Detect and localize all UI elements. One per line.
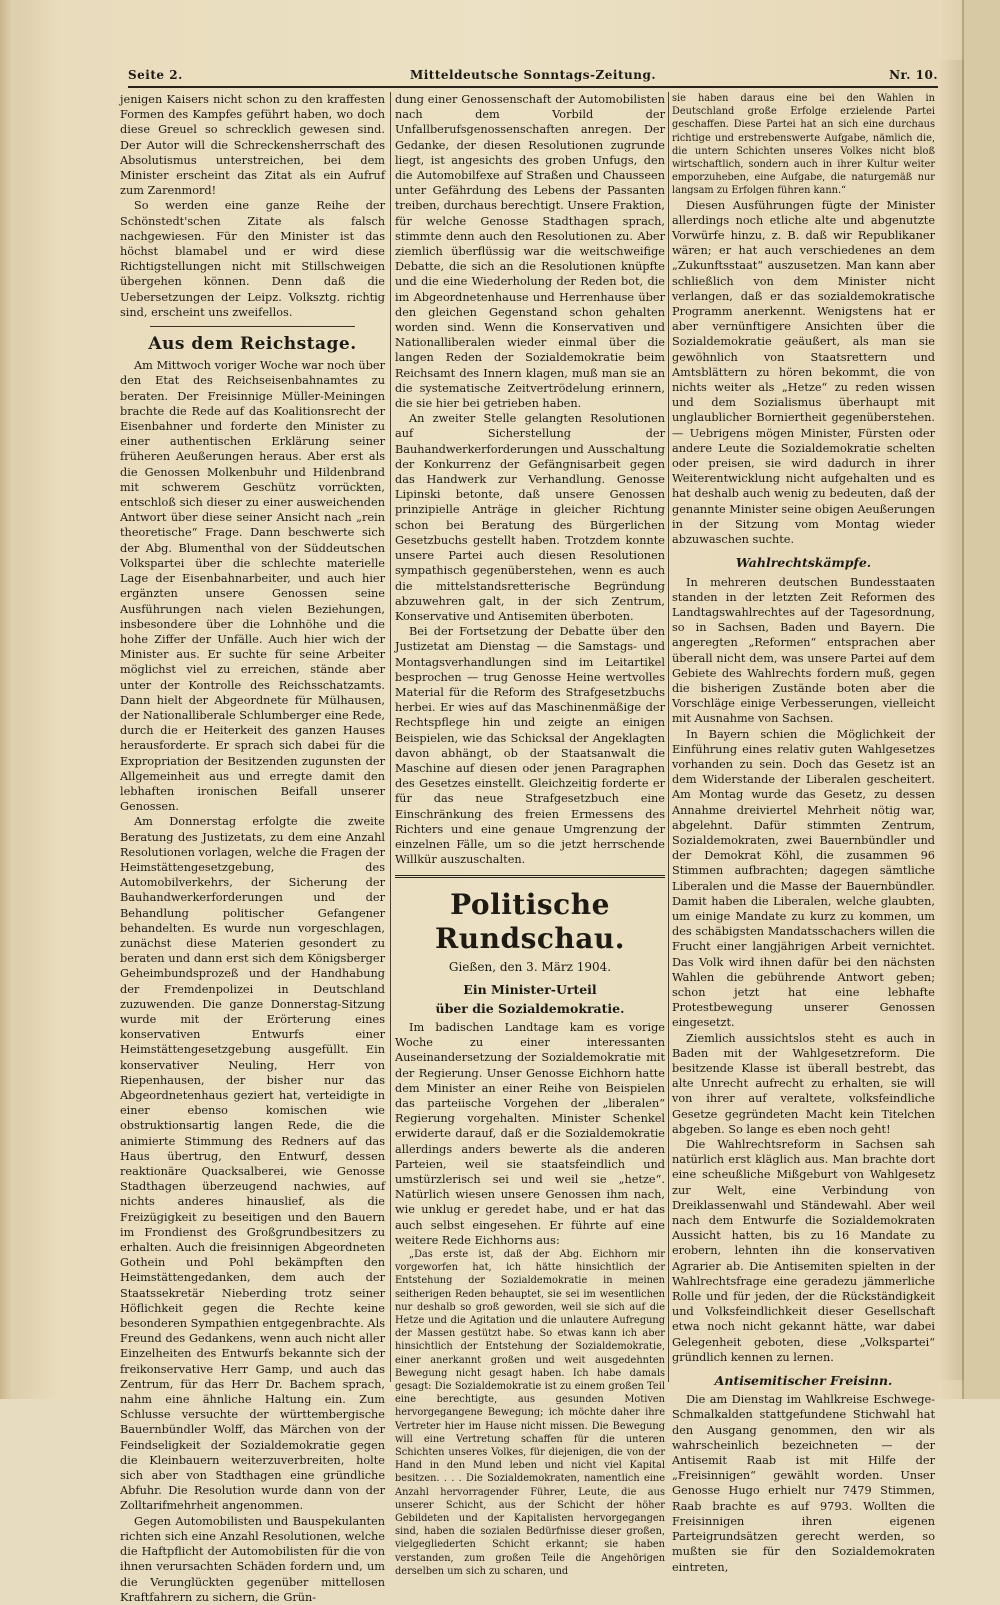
paragraph: Im badischen Landtage kam es vorige Woche zu einer interessanten Auseinandersetzung der Sozialdemokratie mit der Regierung. Unser Genosse Eichhorn hatte dem Minister an einer Reihe von Beispielen das parteiische Vorgehen der „liberalen“ Regierung vorgehalten. Minister Schenkel erwiderte darauf, daß er die Sozialdemokratie allerdings anders bewerte als die anderen Parteien, weil sie staatsfeindlich und umstürzlerisch sei und weil sie „hetze“. Natürlich wiesen unsere Genossen ihm nach, wie unklug er geredet habe, und er hat das auch selbst eingesehen. Er führte auf eine weitere Rede Eichhorns aus: (395, 1020, 665, 1247)
dateline: Gießen, den 3. März 1904. (448, 960, 612, 975)
column-2 (395, 92, 665, 1577)
paragraph: Die am Dienstag im Wahlkreise Eschwege-Schmalkalden stattgefundene Stichwahl hat den Ausgang genommen, den wir als wahrscheinlich bezeichneten — der Antisemit Raab ist mit Hilfe der „Freisinnigen“ gewählt worden. Unser Genosse Hugo erhielt nur 7479 Stimmen, Raab brachte es auf 9793. Wollten die Freisinnigen ihren eigenen Parteigrundsätzen gerecht werden, so mußten sie für den Sozialdemokraten eintreten, (672, 1393, 935, 1574)
column-rule-2 (668, 92, 669, 1382)
page-shadow (938, 60, 964, 1380)
article-title: Ein Minister-Urteil (463, 981, 597, 997)
paragraph: In Bayern schien die Möglichkeit der Einführung eines relativ guten Wahlgesetzes vorhanden zu sein. Doch das Gesetz ist an dem Widerstande der Liberalen gescheitert. Am Montag wurde das Gesetz, zu dessen Annahme dreiviertel Mehrheit nötig war, abgelehnt. Dafür stimmten Zentrum, Sozialdemokraten, zwei Bauernbündler und der Demokrat Köhl, die zusammen 96 Stimmen aufbrachten; dagegen sämtliche Liberalen und die Masse der Bauernbündler. Damit haben die Liberalen, welche glaubten, um einige Mandate zu kurz zu kommen, um des schäbigsten Mandatsschachers willen die Frucht einer langjährigen Arbeit vernichtet. Das Volk wird ihnen dafür bei den nächsten Wahlen die gebührende Antwort geben; schon jetzt hat eine lebhafte Protestbewegung unserer Genossen eingesetzt. (672, 727, 935, 1030)
paragraph: Am Donnerstag erfolgte die zweite Beratung des Justizetats, zu dem eine Anzahl Resolutionen vorlagen, welche die Fragen der Heimstättengesetzgebung, des Automobilverkehrs, der Sicherung der Bauhandwerkerforderungen und der Behandlung politischer Gefangener behandelten. Es wurde nun vorgeschlagen, zunächst diese Materien gesondert zu beraten und dann erst sich dem Königsberger Geheimbundsprozeß und der Handhabung der Fremdenpolizei in Deutschland zuzuwenden. Die ganze Donnerstag-Sitzung wurde mit der Erörterung eines konservativen Entwurfs einer Heimstättengesetzgebung ausgefüllt. Ein konservativer Neuling, Herr von Riepenhausen, der bisher nur das Abgeordnetenhaus geziert hat, verteidigte in einer ebenso komischen wie obstruktionsartig langen Rede, die die animierte Stimmung des Redners auf das Haus übertrug, den Entwurf, dessen reaktionäre Quacksalberei, wie Genosse Stadthagen überzeugend nachwies, auf nichts anderes hinauslief, als die Freizügigkeit zu beseitigen und den Bauern im Frondienst des Großgrundbesitzers zu erhalten. Auch die freisinnigen Abgeordneten Gothein und Pohl bekämpften den Heimstättengedanken, dem auch der Staatssekretär Nieberding trotz seiner Höflichkeit gegen die Rechte keine besonderen Sympathien entgegenbrachte. Als Freund des Gedankens, wenn auch nicht aller Einzelheiten des Entwurfs bekannte sich der freikonservative Herr Gamp, und auch das Zentrum, für das Herr Dr. Bachem sprach, nahm eine ähnliche Haltung ein. Zum Schlusse versuchte der württembergische Bauernbündler Wolff, das Märchen von der Feindseligkeit der Sozialdemokratie gegen die Kleinbauern weiterzuverbreiten, holte sich aber von Stadthagen eine gründliche Abfuhr. Die Resolution wurde dann von der Zolltarifmehrheit angenommen. (120, 815, 385, 1513)
paragraph: Gegen Automobilisten und Bauspekulanten richten sich eine Anzahl Resolutionen, welche die Haftpflicht der Automobilisten für die von ihnen verursachten Schäden fordern und, um die Verunglückten gegenüber mittellosen Kraftfahrern zu sichern, die Grün- (120, 1514, 385, 1604)
page-left-edge (0, 0, 14, 1399)
quotation-continuation: sie haben daraus eine bei den Wahlen in Deutschland große Erfolge erzielende Partei geschaffen. Diese Partei hat an sich eine durchaus richtige und erstrebenswerte Aufgabe, nämlich die, die untern Schichten unseres Volkes nicht bloß wirtschaftlich, sondern auch in ihrer Kultur weiter emporzuheben, eine Aufgabe, die naturgemäß nur langsam zu Erfolgen führen kann.“ (672, 93, 935, 197)
section-heading-reichstag: Aus dem Reichstage. (148, 334, 357, 355)
paragraph: So werden eine ganze Reihe der Schönstedt'schen Zitate als falsch nachgewiesen. Für den Minister ist das höchst blamabel und er wird diese Richtigstellungen nicht mit Stillschweigen übergehen können. Denn daß die Uebersetzungen der Leipz. Volksztg. richtig sind, erscheint uns zweifellos. (120, 199, 385, 319)
next-page-edge (962, 0, 1000, 1399)
separator (150, 326, 355, 327)
paragraph: An zweiter Stelle gelangten Resolutionen auf Sicherstellung der Bauhandwerkerforderungen und Ausschaltung der Konkurrenz der Gefängnisarbeit gegen das Handwerk zur Verhandlung. Genosse Lipinski betonte, daß unsere Genossen prinzipielle Anträge in gleicher Richtung schon bei Beratung des Bürgerlichen Gesetzbuchs gestellt haben. Trotzdem konnte unsere Partei auch diesen Resolutionen sympathisch gegenüberstehen, wenn es auch die mittelstandsretterische Begründung abzuwehren galt, in der sich Zentrum, Konservative und Antisemiten überboten. (395, 412, 665, 623)
page-number: Seite 2. (128, 68, 183, 82)
paragraph: Die Wahlrechtsreform in Sachsen sah natürlich erst kläglich aus. Man brachte dort eine scheußliche Mißgeburt von Wahlgesetz zur Welt, eine Verbindung von Dreiklassenwahl und Ständewahl. Aber weil nach dem Entwurfe die Sozialdemokraten Aussicht hatten, bis zu 16 Mandate zu erobern, lehnten ihn die konservativen Agrarier ab. Die Antisemiten spielten in der Wahlrechtsfrage eine geradezu jämmerliche Rolle und für jeden, der die Rückständigkeit und Volksfeindlichkeit dieser Gesellschaft etwa noch nicht gekannt hätte, war dabei Gelegenheit geboten, diese „Volkspartei“ gründlich kennen zu lernen. (672, 1138, 935, 1364)
paragraph: In mehreren deutschen Bundesstaaten standen in der letzten Zeit Reformen des Landtagswahlrechtes auf der Tagesordnung, so in Sachsen, Baden und Bayern. Die angeregten „Reformen“ entsprachen aber überall nicht dem, was unsere Partei auf dem Gebiete des Wahlrechts fordern muß, gegen die bisherigen Zustände boten aber die Vorschläge einige Verbesserungen, vielleicht mit Ausnahme von Sachsen. (672, 575, 935, 726)
paragraph: Bei der Fortsetzung der Debatte über den Justizetat am Dienstag — die Samstags- und Montagsverhandlungen sind im Leitartikel besprochen — trug Genosse Heine wertvolles Material für die Reform des Strafgesetzbuchs herbei. Er wies auf das Maschinenmäßige der Rechtspflege hin und zeigte an einigen Beispielen, wie das Schicksal der Angeklagten davon abhängt, ob der Staatsanwalt die Maschine auf diesen oder jenen Paragraphen des Gesetzes einstellt. Gleichzeitig forderte er für das neue Strafgesetzbuch eine Einschränkung des freien Ermessens des Richters und eine genaue Umgrenzung der einzelnen Fälle, um so die jetzt herrschende Willkür auszuschalten. (395, 625, 665, 867)
issue-number: Nr. 10. (889, 68, 938, 82)
paragraph: dung einer Genossenschaft der Automobilisten nach dem Vorbild der Unfallberufsgenossenschaften anregen. Der Gedanke, der diesen Resolutionen zugrunde liegt, ist angesichts des groben Unfugs, den die Automobilfexe auf Straßen und Chausseen unter Gefährdung des Lebens der Passanten treiben, durchaus berechtigt. Unsere Fraktion, für welche Genosse Stadthagen sprach, stimmte denn auch den Resolutionen zu. Aber ziemlich überflüssig war die weitschweifige Debatte, die sich an die Resolutionen knüpfte und die eine Wiederholung der Reden bot, die im Abgeordnetenhause und Herrenhause über den gleichen Gegenstand schon gehalten worden sind. Wenn die Konservativen und Nationalliberalen wieder einmal über die langen Reden der Sozialdemokratie beim Reichsamt des Innern klagen, muß man sie an die systematische Zeitvertrödelung erinnern, die sie hier bei getrieben haben. (395, 93, 665, 411)
quotation: „Das erste ist, daß der Abg. Eichhorn mir vorgeworfen hat, ich hätte hinsichtlich der Entstehung der Sozialdemokratie in meinen seitherigen Reden behauptet, sie sei im wesentlichen nur deshalb so groß geworden, weil sie sich auf die Hetze und die Agitation und die unlautere Aufregung der Massen gestützt habe. So etwas kann ich aber hinsichtlich der Entstehung der Sozialdemokratie, einer anerkannt großen und weit ausgedehnten Bewegung nicht gesagt haben. Ich habe damals gesagt: Die Sozialdemokratie ist zu einem großen Teil eine berechtigte, aus gesunden Motiven hervorgegangene Bewegung; ich möchte daher ihre Vertreter hier im Hause nicht missen. Die Bewegung will eine Vertretung schaffen für die unteren Schichten unseres Volkes, für diejenigen, die von der Hand in den Mund leben und nicht viel Kapital besitzen. . . . Die Sozialdemokraten, namentlich eine Anzahl hervorragender Führer, Leute, die aus unserer Schicht, aus der Schicht der höher Gebildeten und der Kapitalisten hervorgegangen sind, haben die sozialen Bedürfnisse dieser großen, vielgegliederten Schicht erkannt; sie haben verstanden, zum großen Teile die Angehörigen derselben um sich zu scharen, und (395, 1249, 665, 1577)
newspaper-title: Mitteldeutsche Sonntags-Zeitung. (409, 68, 657, 82)
column-3 (672, 92, 935, 1574)
paragraph: Am Mittwoch voriger Woche war noch über den Etat des Reichseisenbahnamtes zu beraten. Der Freisinnige Müller-Meiningen brachte die Rede auf das Koalitionsrecht der Eisenbahner und forderte den Minister zu einer authentischen Erklärung seiner früheren Aeußerungen heraus. Aber erst als die Genossen Molkenbuhr und Hildenbrand mit schwerem Geschütz vorrückten, entschloß sich dieser zu einer ausweichenden Antwort über diese seiner Ansicht nach „rein theoretische“ Frage. Dann beschwerte sich der Abg. Blumenthal von der Süddeutschen Volkspartei über die schlechte materielle Lage der Eisenbahnarbeiter, und auch hier ergänzten unsere Genossen seine Ausführungen nach vielen Beziehungen, insbesondere über die Lohnhöhe und die hohe Ziffer der Unfälle. Auch hier wich der Minister aus. Er suchte für seine Arbeiter möglichst viel zu erreichen, stände aber unter der Kontrolle des Reichsschatzamts. Dann hielt der Abgeordnete für Mülhausen, der Nationalliberale Schlumberger eine Rede, durch die er Heiterkeit des ganzen Hauses herausforderte. Er sprach sich dabei für die Expropriation der Besitzenden zugunsten der Allgemeinheit aus und erregte damit den lebhaften ironischen Beifall unserer Genossen. (120, 359, 385, 814)
paragraph: Ziemlich aussichtslos steht es auch in Baden mit der Wahlgesetzreform. Die besitzende Klasse ist überall bestrebt, das alte Unrecht aufrecht zu erhalten, sie will von ihrer auf veraltete, volksfeindliche Gesetze gegründeten Macht kein Titelchen abgeben. So lange es eben noch geht! (672, 1031, 935, 1136)
section-heading-wahlrecht: Wahlrechtskämpfe. (735, 555, 872, 571)
section-heading-rundschau: Politische Rundschau. (435, 888, 625, 956)
column-1 (120, 92, 385, 1604)
article-continuation: jenigen Kaisers nicht schon zu den kraffesten Formen des Kampfes geführt haben, wo doch diese Greuel so schrecklich gewesen sind. Der Autor will die Schreckensherrschaft des Absolutismus unterstreichen, bei dem Minister erscheint das Zitat als ein Aufruf zum Zarenmord! (120, 93, 385, 198)
header-rule (128, 86, 938, 88)
page-header (128, 64, 938, 86)
article-subtitle: über die Sozialdemokratie. (435, 1000, 625, 1016)
section-rule (395, 875, 665, 878)
column-rule-1 (390, 92, 391, 1382)
section-heading-freisinn: Antisemitischer Freisinn. (714, 1373, 893, 1389)
paragraph: Diesen Ausführungen fügte der Minister allerdings noch etliche alte und abgenutzte Vorwürfe hinzu, z. B. daß wir Republikaner wären; er hat auch verschiedenes an dem „Zukunftsstaat“ auszusetzen. Man kann aber schließlich von dem Minister nicht verlangen, daß er das sozialdemokratische Programm anerkennt. Wenigstens hat er aber vernünftigere Ansichten über die Sozialdemokratie geäußert, als man sie gewöhnlich von Staatsrettern und Amtsblättern zu hören bekommt, die von nichts weiter als „Hetze“ zu reden wissen und dem Sozialismus überhaupt mit unglaublicher Borniertheit gegenüberstehen. — Uebrigens mögen Minister, Fürsten oder andere Leute die Sozialdemokratie schelten oder preisen, sie wird dadurch in ihrer Weiterentwicklung nicht aufgehalten und es hat deshalb auch wenig zu bedeuten, daß der genannte Minister seine obigen Aeußerungen in der Sitzung vom Montag wieder abzuwaschen suchte. (672, 198, 935, 547)
